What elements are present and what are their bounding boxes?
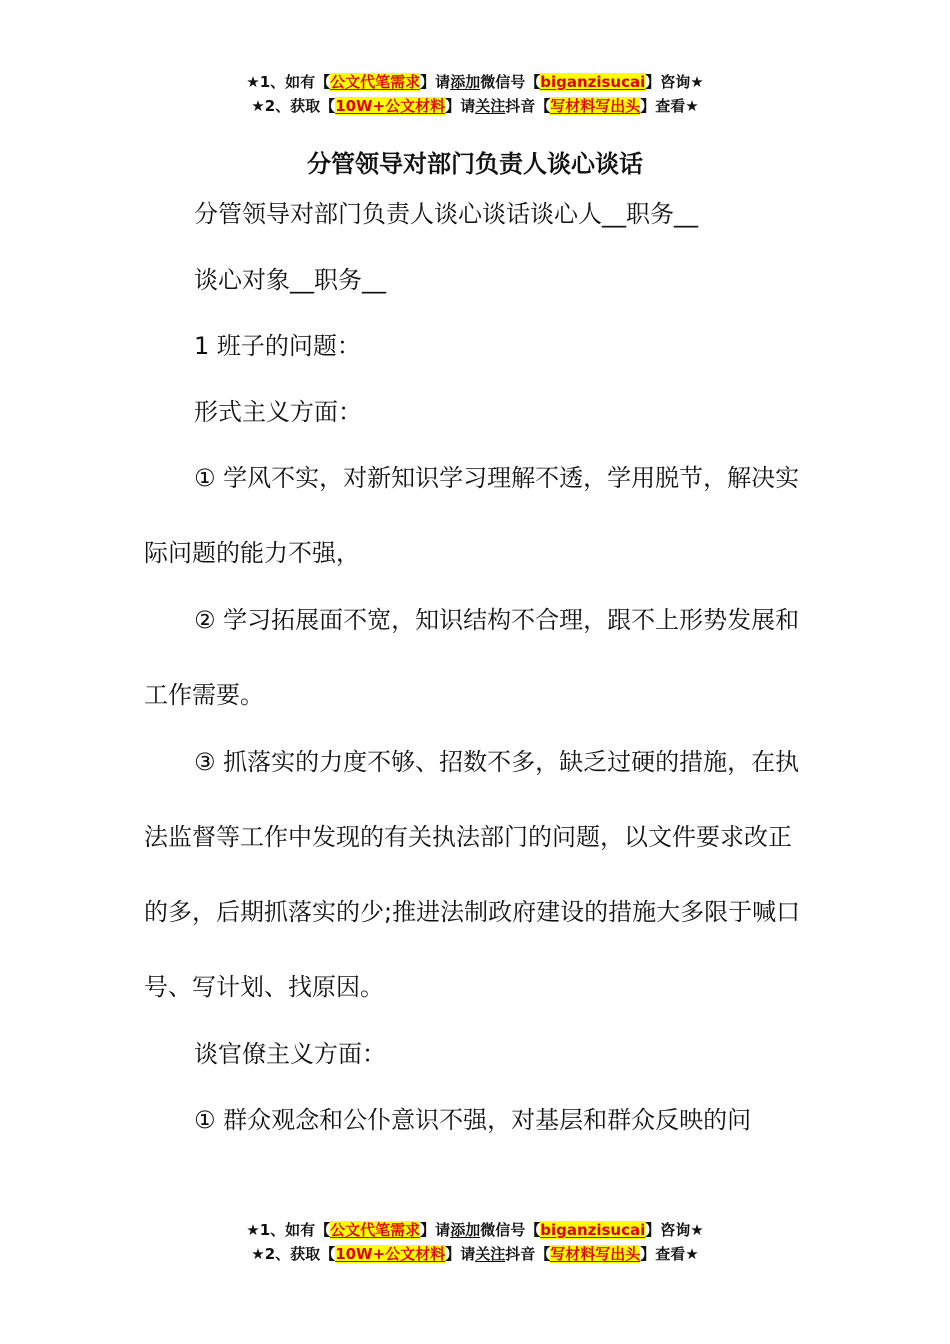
paragraph: ③ 抓落实的力度不够、招数不多，缺乏过硬的措施，在执法监督等工作中发现的有关执法部门的问题，以文件要求改正的多，后期抓落实的少;推进法制政府建设的措施大多限于喊口号、写计划、找原因。 bbox=[144, 748, 801, 1001]
header-banner bbox=[0, 70, 950, 118]
banner-line-1: ★1、如有【公文代笔需求】请添加微信号【biganzisucai】咨询★ bbox=[246, 1221, 704, 1239]
wechat-id-highlight: biganzisucai bbox=[540, 73, 646, 91]
banner-highlight: 10W+公文材料 bbox=[335, 1245, 446, 1263]
paragraph: ① 学风不实，对新知识学习理解不透，学用脱节，解决实际问题的能力不强， bbox=[144, 464, 800, 567]
douyin-highlight: 写材料写出头 bbox=[550, 97, 641, 115]
banner-highlight: 公文代笔需求 bbox=[330, 1221, 421, 1239]
footer-banner bbox=[0, 1218, 950, 1266]
banner-line-2: ★2、获取【10W+公文材料】请关注抖音【写材料写出头】查看★ bbox=[251, 97, 699, 115]
paragraph: 分管领导对部门负责人谈心谈话谈心人__职务__ bbox=[194, 200, 698, 228]
document-body bbox=[144, 196, 804, 1168]
douyin-highlight: 写材料写出头 bbox=[550, 1245, 641, 1263]
paragraph: 谈心对象__职务__ bbox=[194, 266, 386, 294]
paragraph: 形式主义方面： bbox=[194, 398, 362, 426]
paragraph: ② 学习拓展面不宽，知识结构不合理，跟不上形势发展和工作需要。 bbox=[144, 606, 800, 709]
banner-highlight: 公文代笔需求 bbox=[330, 73, 421, 91]
paragraph: 谈官僚主义方面： bbox=[194, 1040, 386, 1068]
banner-line-1: ★1、如有【公文代笔需求】请添加微信号【biganzisucai】咨询★ bbox=[246, 73, 704, 91]
banner-highlight: 10W+公文材料 bbox=[335, 97, 446, 115]
wechat-id-highlight: biganzisucai bbox=[540, 1221, 646, 1239]
paragraph: ① 群众观念和公仆意识不强，对基层和群众反映的问 bbox=[194, 1106, 752, 1134]
document-title: 分管领导对部门负责人谈心谈话 bbox=[307, 150, 643, 178]
banner-line-2: ★2、获取【10W+公文材料】请关注抖音【写材料写出头】查看★ bbox=[251, 1245, 699, 1263]
paragraph: 1 班子的问题： bbox=[194, 332, 361, 360]
